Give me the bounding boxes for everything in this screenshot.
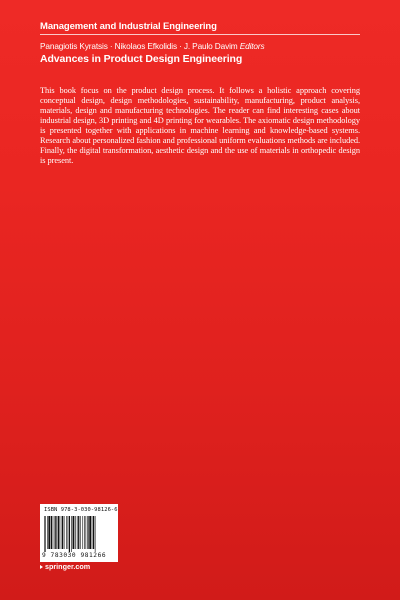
barcode-bar [73,516,75,549]
barcode-bar [62,516,63,549]
publisher-link-text: springer.com [45,562,91,571]
barcode-bar [75,516,76,549]
barcode-bar [86,516,87,549]
barcode-bar [93,516,94,549]
book-title: Advances in Product Design Engineering [40,53,243,65]
isbn-barcode [40,504,118,562]
barcode-bar [64,516,65,549]
barcode-bar [69,516,70,552]
barcode-bar [84,516,85,549]
series-divider [40,34,360,35]
book-description: This book focus on the product design process. It follows a holistic approach covering conceptual design, design methodologies, sustainability, manufacturing, product analysis, materials, design and manufacturing technologies. The reader can find interesting cases about industrial design, 3D printing and 4D printing for wearables. The axiomatic design methodology is presented together with applications in machine learning and knowledge-based systems. Research about personalized fashion and professional uniform evaluations methods are included. Finally, the digital transformation, aesthetic design and the use of materials in orthopedic design is present. [40,86,360,165]
barcode-bar [45,516,46,552]
barcode-bar [47,516,48,549]
editors-line [40,41,265,51]
barcode-bar [44,516,45,552]
barcode-bar [51,516,52,549]
barcode-bar [92,516,93,549]
isbn-label: ISBN 978-3-030-98126-6 [44,507,118,513]
barcode-bar [89,516,91,549]
barcode-bar [71,516,72,552]
barcode-bar [78,516,79,549]
barcode-bar [61,516,62,549]
series-name: Management and Industrial Engineering [40,21,217,32]
barcode-icon [43,516,115,552]
barcode-bar [95,516,96,552]
editors-role: Editors [239,41,265,51]
barcode-bar [77,516,78,549]
barcode-bar [48,516,50,549]
barcode-bar [55,516,56,549]
barcode-digits: 9 783030 981266 [42,552,107,559]
barcode-bar [66,516,67,549]
barcode-bar [87,516,88,549]
barcode-bar [53,516,54,549]
barcode-bar [56,516,57,549]
barcode-bar [58,516,60,549]
barcode-bar [82,516,83,549]
barcode-bar [68,516,69,549]
barcode-bar [80,516,81,549]
editor-names: Panagiotis Kyratsis · Nikolaos Efkolidis · J. Paulo Davim [40,41,238,51]
arrow-icon [40,565,43,569]
publisher-link[interactable] [40,562,90,571]
